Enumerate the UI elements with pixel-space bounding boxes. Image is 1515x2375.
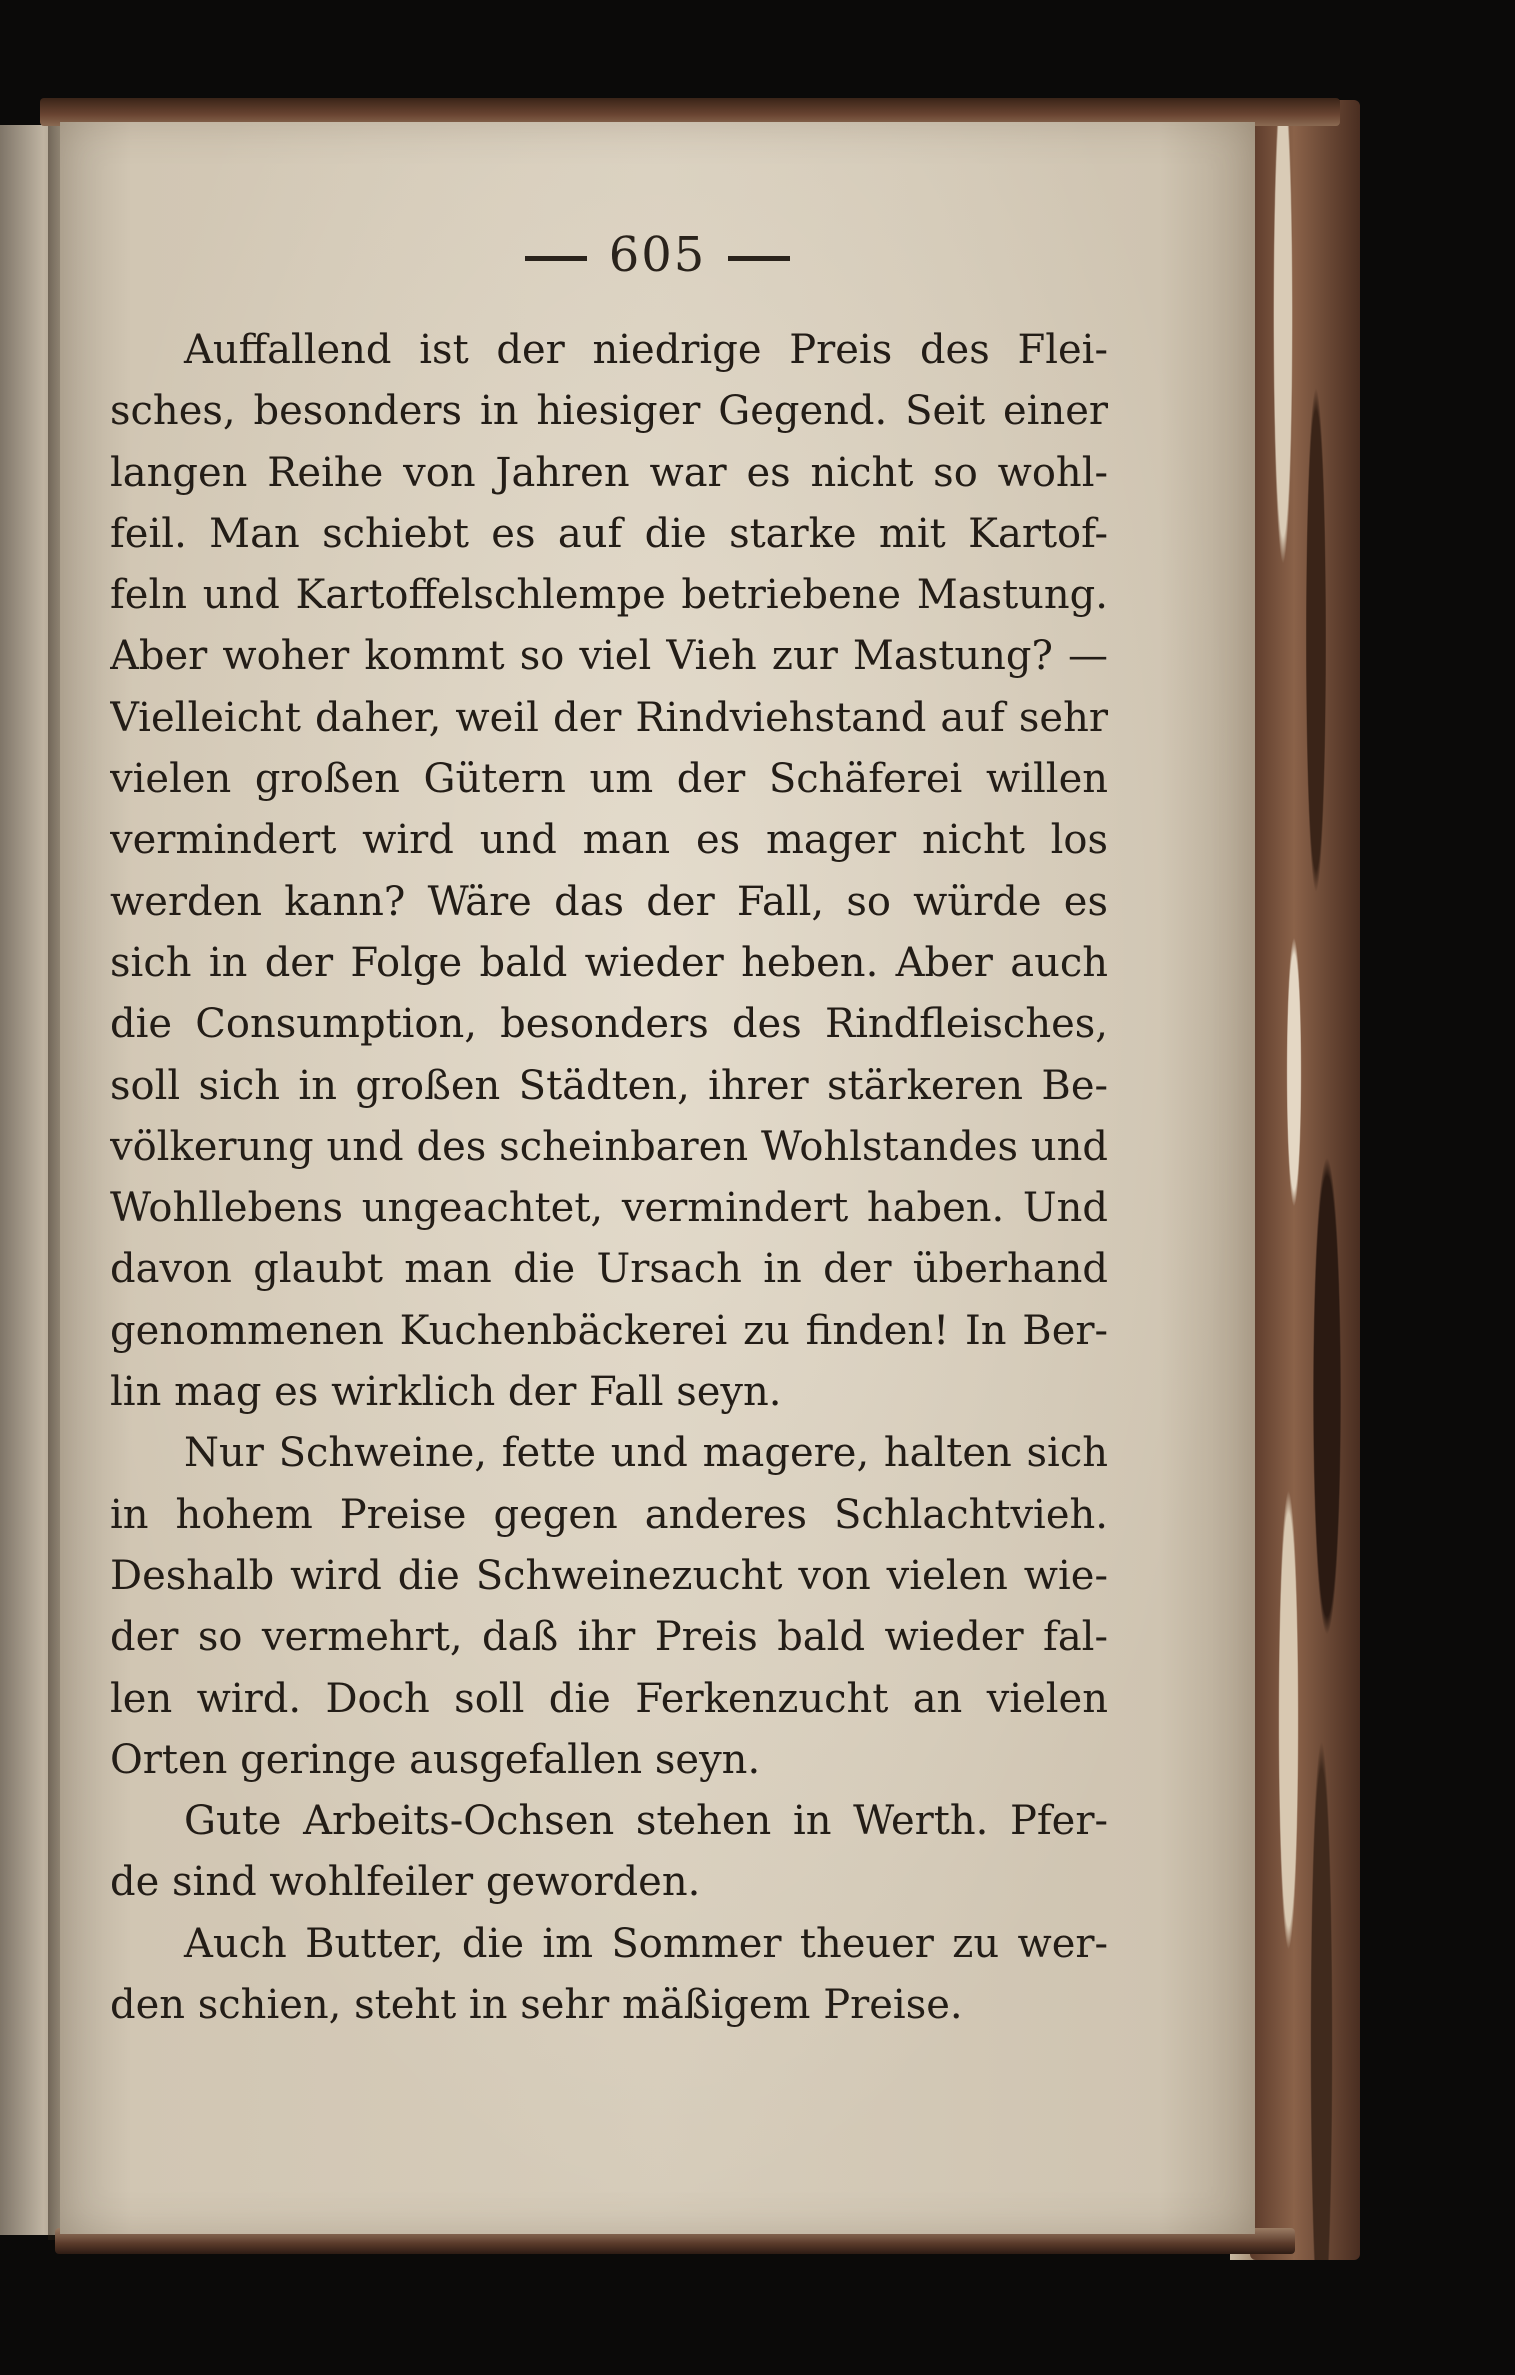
text-line: Wohllebens ungeachtet, vermindert haben. Und bbox=[110, 1185, 1108, 1232]
text-line: den schien, steht in sehr mäßigem Preise. bbox=[110, 1982, 963, 2029]
text-line: die Consumption, besonders des Rindfleisches, bbox=[110, 1001, 1108, 1048]
text-line: Auffallend ist der niedrige Preis des Flei- bbox=[184, 327, 1108, 373]
marbled-cover-edge bbox=[1250, 100, 1360, 2260]
text-line: Gute Arbeits-Ochsen stehen in Werth. Pfer- bbox=[184, 1798, 1108, 1845]
text-line: Vielleicht daher, weil der Rindviehstand auf sehr bbox=[110, 694, 1108, 741]
text-line: genommenen Kuchenbäckerei zu finden! In Ber- bbox=[110, 1307, 1108, 1354]
text-line: Aber woher kommt so viel Vieh zur Mastung? — bbox=[110, 633, 1108, 680]
text-line: soll sich in großen Städten, ihrer stärkeren Be- bbox=[110, 1062, 1108, 1109]
page-number: 605 bbox=[608, 227, 707, 283]
text-line: lin mag es wirklich der Fall seyn. bbox=[110, 1369, 782, 1416]
book-page bbox=[60, 122, 1255, 2234]
header-dash-right bbox=[728, 256, 790, 261]
text-line: völkerung und des scheinbaren Wohlstandes und bbox=[110, 1123, 1108, 1170]
text-line: de sind wohlfeiler geworden. bbox=[110, 1859, 701, 1906]
text-line: len wird. Doch soll die Ferkenzucht an vielen bbox=[110, 1675, 1108, 1722]
text-line: sches, besonders in hiesiger Gegend. Seit einer bbox=[110, 388, 1108, 435]
text-line: Deshalb wird die Schweinezucht von vielen wie- bbox=[110, 1552, 1108, 1599]
text-line: werden kann? Wäre das der Fall, so würde es bbox=[110, 878, 1108, 925]
text-line: vermindert wird und man es mager nicht los bbox=[110, 817, 1108, 864]
header-dash-left bbox=[525, 256, 587, 261]
text-line: in hohem Preise gegen anderes Schlachtvieh. bbox=[110, 1491, 1108, 1538]
page-number-header bbox=[60, 227, 1255, 283]
text-line: vielen großen Gütern um der Schäferei willen bbox=[110, 756, 1108, 803]
text-line: der so vermehrt, daß ihr Preis bald wieder fal- bbox=[110, 1614, 1108, 1661]
text-line: feil. Man schiebt es auf die starke mit Kartof- bbox=[110, 510, 1108, 557]
text-line: Auch Butter, die im Sommer theuer zu wer- bbox=[184, 1920, 1108, 1967]
text-line: sich in der Folge bald wieder heben. Aber auch bbox=[110, 939, 1108, 986]
text-line: langen Reihe von Jahren war es nicht so wohl- bbox=[110, 449, 1108, 496]
text-line: Nur Schweine, fette und magere, halten sich bbox=[184, 1430, 1108, 1477]
page-body-text bbox=[110, 320, 1108, 2036]
text-line: Orten geringe ausgefallen seyn. bbox=[110, 1736, 761, 1783]
text-line: davon glaubt man die Ursach in der überhand bbox=[110, 1246, 1108, 1293]
text-line: feln und Kartoffelschlempe betriebene Mastung. bbox=[110, 572, 1108, 619]
